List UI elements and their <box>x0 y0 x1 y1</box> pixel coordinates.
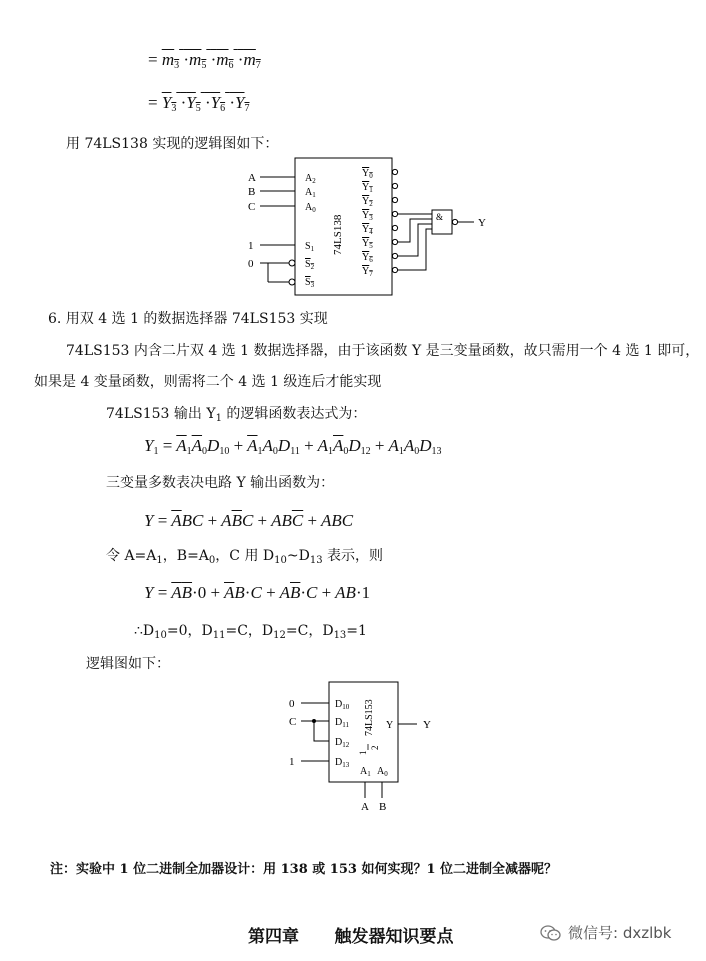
chip-fraction-top: 1 <box>358 750 368 755</box>
pin-s3: $S_3$ <box>305 277 315 289</box>
paragraph-substitution: 令 $A=A_1$，$B=A_0$，C 用 $D_{10}\sim D_{13}$ 表示，则 <box>106 548 384 566</box>
pin-d10: $D_{10}$ <box>335 699 350 711</box>
pin-d11: $D_{11}$ <box>335 717 349 729</box>
input-a-label: A <box>248 172 256 184</box>
pin-sel-a0: $A_0$ <box>377 766 388 778</box>
chip-fraction-bottom: 2 <box>370 745 380 750</box>
equation-y-terms: = $Y_3 \cdot Y_5 \cdot Y_6 \cdot Y_7$ <box>148 93 250 114</box>
sel-input-b: B <box>379 801 387 813</box>
enable-0-label: 0 <box>248 258 254 270</box>
enable-1-label: 1 <box>248 240 254 252</box>
pin-y3: $Y_3$ <box>362 210 373 222</box>
pin-y5: $Y_5$ <box>362 238 373 250</box>
watermark <box>540 922 671 943</box>
input-c-label: C <box>289 716 297 728</box>
pin-s2: $S_2$ <box>305 259 315 271</box>
pin-s1: $S_1$ <box>305 241 315 253</box>
pin-a0: $A_0$ <box>305 202 316 214</box>
diagram-74ls153 <box>283 680 453 815</box>
equation-substituted: $Y = \overline{A}\overline{B}\cdot 0 + \overline{A}B\cdot C + A\overline{B}\cdot C + AB\cdot 1$ <box>144 583 371 602</box>
chip-name-74ls138: 74LS138 <box>332 214 344 255</box>
paragraph-output-expr: 74LS153 输出 $Y_1$ 的逻辑函数表达式为： <box>106 406 367 424</box>
intro-74ls153: 逻辑图如下： <box>86 656 170 672</box>
pin-a1: $A_1$ <box>305 187 316 199</box>
pin-y1: $Y_1$ <box>362 182 373 194</box>
pin-a2: $A_2$ <box>305 173 316 185</box>
paragraph-4-variable: 如果是 4 变量函数，则需将二个 4 选 1 级连后才能实现 <box>34 374 382 390</box>
equation-y1: $Y_1 = \overline{A}_1\overline{A}_0D_{10} + \overline{A}_1A_0D_{11} + A_1\overline{A}_0D_{12} + A_1A_0D_{13}$ <box>144 436 442 457</box>
intro-74ls138: 用 74LS138 实现的逻辑图如下： <box>66 136 279 152</box>
input-1-label: 1 <box>289 756 295 768</box>
equation-m-terms: = $m_3 \cdot m_5 \cdot m_6 \cdot m_7$ <box>148 50 261 71</box>
input-b-label: B <box>248 186 256 198</box>
note-full-adder: 注：实验中 1 位二进制全加器设计：用 138 或 153 如何实现？1 位二进制全减器呢？ <box>50 862 558 877</box>
pin-sel-a1: $A_1$ <box>360 766 371 778</box>
chapter-heading: 第四章 触发器知识要点 <box>248 927 454 947</box>
section-6-title: 6. 用双 4 选 1 的数据选择器 74LS153 实现 <box>48 311 328 327</box>
input-0-label: 0 <box>289 698 295 710</box>
pin-y0: $Y_0$ <box>362 168 373 180</box>
watermark-text: 微信号: dxzlbk <box>568 924 672 942</box>
pin-d12: $D_{12}$ <box>335 737 350 749</box>
chip-name-74ls153: 74LS153 <box>364 699 375 736</box>
nand-gate-symbol: & <box>436 212 444 222</box>
sel-input-a: A <box>361 801 369 813</box>
paragraph-majority: 三变量多数表决电路 Y 输出函数为： <box>106 475 335 491</box>
pin-y4: $Y_4$ <box>362 224 373 236</box>
pin-d13: $D_{13}$ <box>335 757 350 769</box>
pin-y: Y <box>386 720 394 731</box>
pin-y2: $Y_2$ <box>362 196 373 208</box>
input-c-label: C <box>248 201 256 213</box>
wechat-icon <box>540 924 562 942</box>
paragraph-74ls153-intro: 74LS153 内含二片双 4 选 1 数据选择器，由于该函数 Y 是三变量函数，故只需用一个 4 选 1 即可， <box>66 343 700 359</box>
diagram-74ls138 <box>240 155 510 300</box>
therefore-line: $\therefore D_{10}=0$，$D_{11}=C$，$D_{12}=C$，$D_{13}=1$ <box>134 623 367 641</box>
output-y-label-153: Y <box>423 719 431 731</box>
output-y-label: Y <box>478 217 486 229</box>
pin-y6: $Y_6$ <box>362 252 373 264</box>
equation-majority: $Y = \overline{A}BC + A\overline{B}C + AB\overline{C}$ + ABC <box>144 511 354 530</box>
pin-y7: $Y_7$ <box>362 266 373 278</box>
